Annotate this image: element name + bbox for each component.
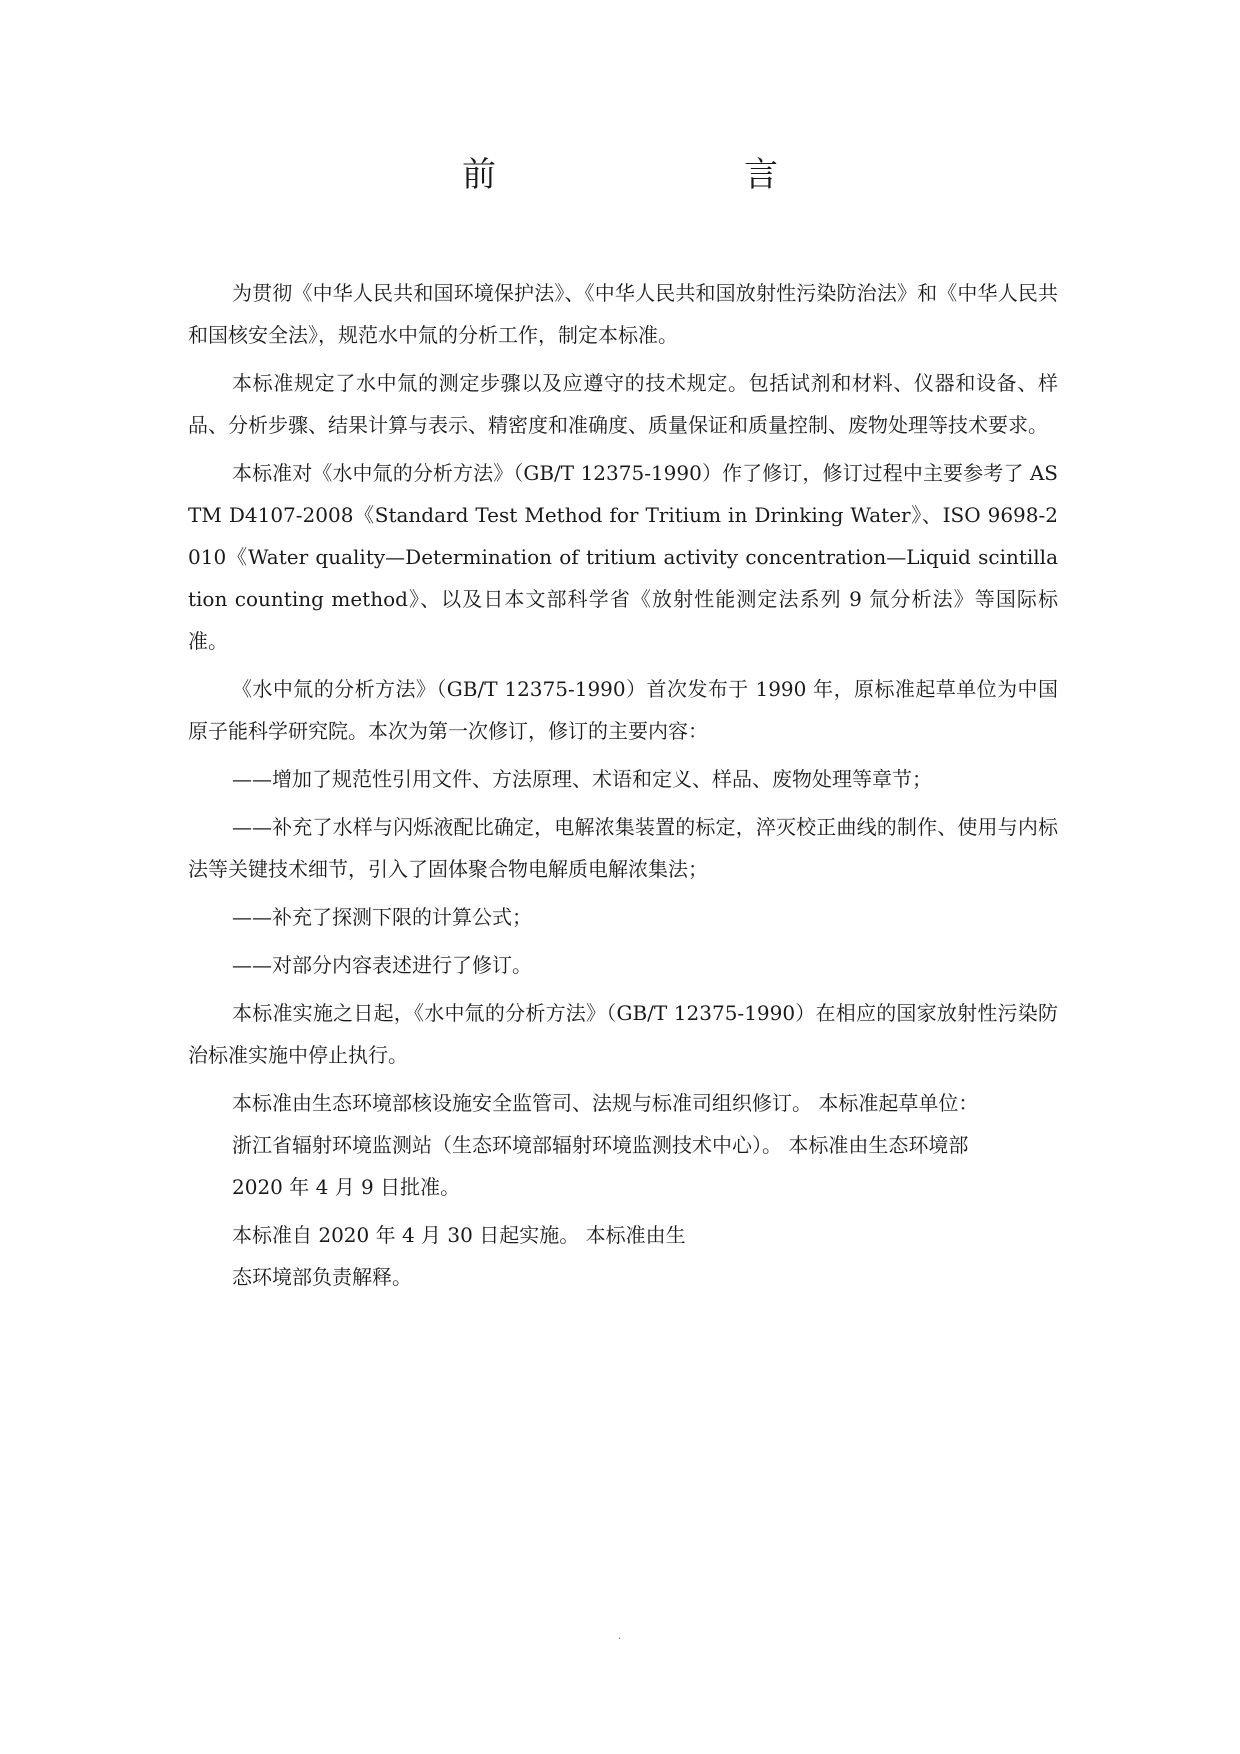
paragraph-supersession: 本标准实施之日起，《水中氚的分析方法》（GB/T 12375-1990）在相应的国家放射性污染防治标准实施中停止执行。: [188, 1001, 1058, 1067]
list-item-technical-details: ——补充了水样与闪烁液配比确定，电解浓集装置的标定，淬灭校正曲线的制作、使用与内标法等关键技术细节，引入了固体聚合物电解质电解浓集法；: [188, 815, 1058, 881]
document-body: [188, 272, 1058, 1298]
paragraph-scope: 本标准规定了水中氚的测定步骤以及应遵守的技术规定。包括试剂和材料、仪器和设备、样品、分析步骤、结果计算与表示、精密度和准确度、质量保证和质量控制、废物处理等技术要求。: [188, 371, 1058, 437]
approval-line-drafter: 浙江省辐射环境监测站（生态环境部辐射环境监测技术中心）。 本标准由生态环境部: [232, 1133, 969, 1157]
paragraph-revision-references: 本标准对《水中氚的分析方法》（GB/T 12375-1990）作了修订，修订过程中主要参考了 ASTM D4107-2008《Standard Test Method for Tritium in Drinking Water》、ISO 9698-2010《Water quality—Determination of tritium activity concentration—Liquid scintillation counting method》、以及日本文部科学省《放射性能测定法系列 9 氚分析法》等国际标准。: [188, 461, 1058, 653]
approval-block: [188, 1082, 1058, 1298]
effective-line-interpretation: 态环境部负责解释。: [232, 1265, 412, 1289]
paragraph-purpose: 为贯彻《中华人民共和国环境保护法》、《中华人民共和国放射性污染防治法》和《中华人民共和国核安全法》，规范水中氚的分析工作，制定本标准。: [188, 281, 1058, 347]
approval-line-date: 2020 年 4 月 9 日批准。: [232, 1175, 461, 1199]
effective-line-date: 本标准自 2020 年 4 月 30 日起实施。 本标准由生: [232, 1223, 686, 1247]
list-item-added-chapters: ——增加了规范性引用文件、方法原理、术语和定义、样品、废物处理等章节；: [232, 767, 932, 791]
footer-mark: .: [618, 1631, 622, 1642]
page-title: 前 言: [462, 155, 838, 195]
approval-line-organizer: 本标准由生态环境部核设施安全监管司、法规与标准司组织修订。 本标准起草单位：: [232, 1091, 979, 1115]
paragraph-history: 《水中氚的分析方法》（GB/T 12375-1990）首次发布于 1990 年，原标准起草单位为中国原子能科学研究院。本次为第一次修订，修订的主要内容：: [188, 677, 1058, 743]
list-item-detection-limit: ——补充了探测下限的计算公式；: [232, 905, 532, 929]
list-item-wording-revision: ——对部分内容表述进行了修订。: [232, 953, 532, 977]
